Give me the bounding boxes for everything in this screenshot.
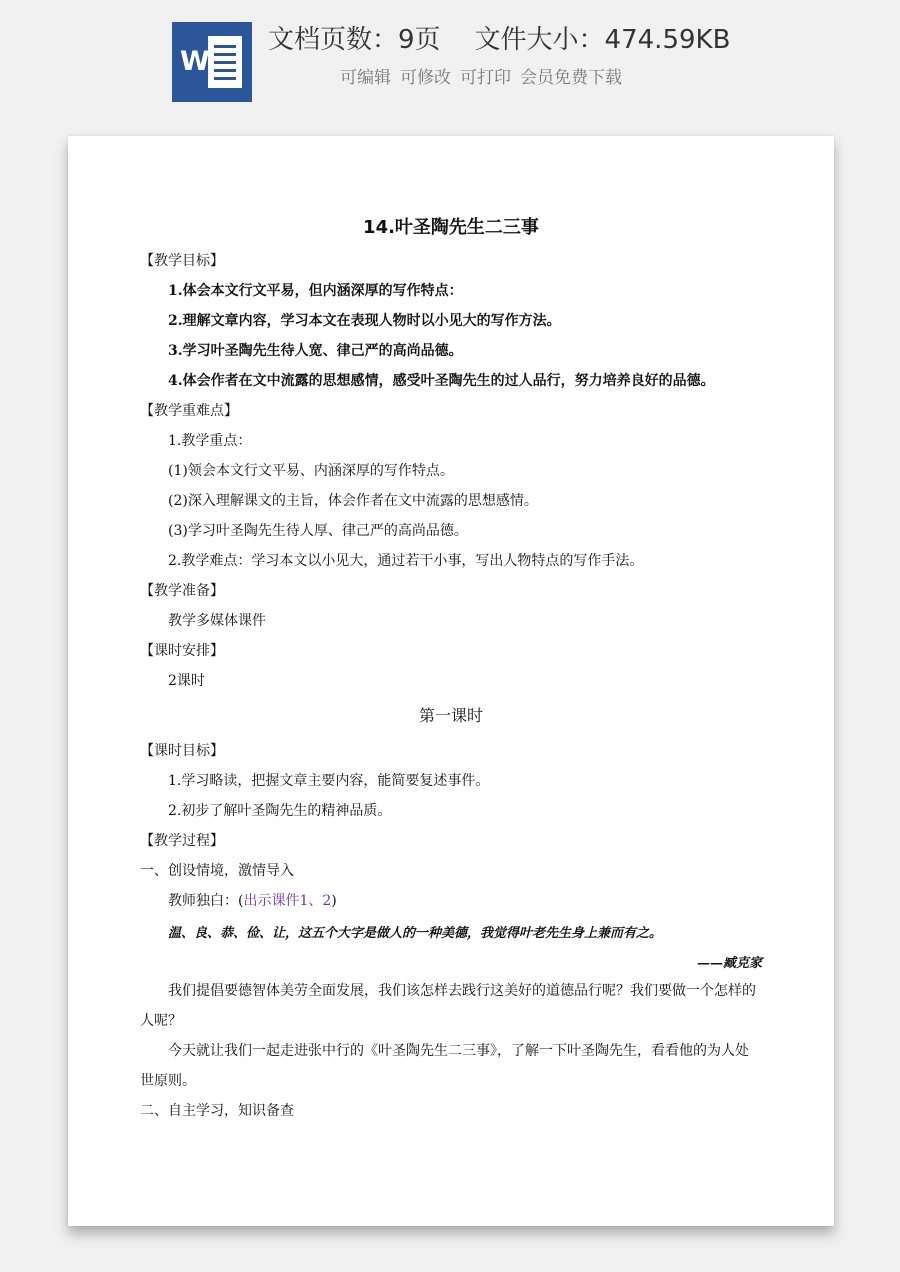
paragraph: 我们提倡要德智体美劳全面发展，我们该怎样去践行这美好的道德品行呢？我们要做一个怎样的人呢？: [140, 983, 756, 1029]
key-point-item: (1)领会本文行文平易、内涵深厚的写作特点。: [168, 463, 454, 479]
document-page: [68, 136, 834, 1226]
document-body: [140, 212, 762, 1126]
quote-text: 温、良、恭、俭、让，这五个大字是做人的一种美德，我觉得叶老先生身上兼而有之。: [168, 926, 663, 941]
lesson-goal-item: 1.学习略读，把握文章主要内容，能简要复述事件。: [168, 773, 490, 789]
goal-item: 2.理解文章内容，学习本文在表现人物时以小见大的写作方法。: [168, 313, 561, 329]
section-heading-key-points: 【教学重难点】: [140, 403, 238, 419]
feature-printable: 可打印: [460, 68, 511, 88]
quote-author: ——臧克家: [696, 956, 762, 971]
word-logo-letter: W: [180, 46, 210, 77]
feature-list: [340, 64, 760, 92]
key-point-item: 2.教学难点：学习本文以小见大，通过若干小事，写出人物特点的写作手法。: [168, 553, 644, 569]
feature-modifiable: 可修改: [400, 68, 451, 88]
goal-item: 3.学习叶圣陶先生待人宽、律己严的高尚品德。: [168, 343, 463, 359]
document-title: 14.叶圣陶先生二三事: [363, 217, 539, 238]
section-heading-schedule: 【课时安排】: [140, 643, 224, 659]
teacher-prefix: 教师独白：(: [168, 893, 244, 909]
process-step-1: 一、创设情境，激情导入: [140, 863, 294, 879]
goal-item: 4.体会作者在文中流露的思想感情，感受叶圣陶先生的过人品行，努力培养良好的品德。: [168, 373, 715, 389]
teacher-suffix: ): [331, 893, 337, 909]
section-heading-lesson-goals: 【课时目标】: [140, 743, 224, 759]
file-info: [268, 20, 828, 60]
paragraph: 今天就让我们一起走进张中行的《叶圣陶先生二三事》，了解一下叶圣陶先生，看看他的为人处世原则。: [140, 1043, 749, 1089]
word-document-icon: [172, 22, 252, 102]
key-point-item: (2)深入理解课文的主旨，体会作者在文中流露的思想感情。: [168, 493, 538, 509]
file-size: 文件大小：474.59KB: [474, 25, 731, 55]
feature-member-download: 会员免费下载: [520, 68, 622, 88]
section-heading-goals: 【教学目标】: [140, 253, 224, 269]
teacher-monologue: [140, 886, 762, 916]
process-step-2: 二、自主学习，知识备查: [140, 1103, 294, 1119]
feature-editable: 可编辑: [340, 68, 391, 88]
preparation-text: 教学多媒体课件: [168, 613, 266, 629]
lesson-goal-item: 2.初步了解叶圣陶先生的精神品质。: [168, 803, 392, 819]
page-count: 文档页数：9页: [268, 25, 441, 55]
schedule-text: 2课时: [168, 673, 205, 689]
key-point-item: (3)学习叶圣陶先生待人厚、律己严的高尚品德。: [168, 523, 468, 539]
section-heading-preparation: 【教学准备】: [140, 583, 224, 599]
header-banner: [0, 0, 900, 120]
courseware-reference: 出示课件1、2: [243, 893, 332, 909]
section-heading-process: 【教学过程】: [140, 833, 224, 849]
lesson-title: 第一课时: [418, 706, 483, 725]
goal-item: 1.体会本文行文平易，但内涵深厚的写作特点：: [168, 283, 463, 299]
key-point-item: 1.教学重点：: [168, 433, 252, 449]
